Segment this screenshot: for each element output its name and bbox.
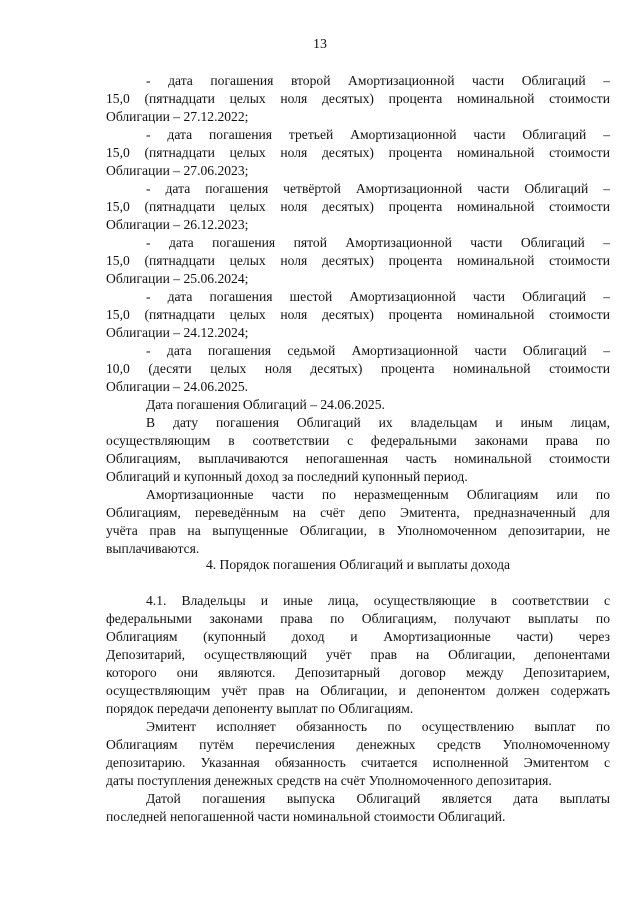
text-line: - дата погашения седьмой Амортизационной части Облигаций – [146, 343, 610, 358]
text-line: Эмитент исполняет обязанность по осуществлению выплат по [146, 719, 610, 734]
text-line: 10,0 (десяти целых ноля десятых) процента номинальной стоимости [106, 361, 610, 376]
text-line: Облигациям путём перечисления денежных средств Уполномоченному [106, 737, 610, 752]
text-line: даты поступления денежных средств на счёт Уполномоченного депозитария. [106, 773, 552, 788]
text-line: - дата погашения второй Амортизационной части Облигаций – [146, 73, 610, 88]
text-line: Облигации – 27.12.2022; [106, 109, 249, 124]
text-line: 15,0 (пятнадцати целых ноля десятых) процента номинальной стоимости [106, 91, 610, 106]
page-number: 13 [313, 37, 327, 52]
text-line: Облигации – 26.12.2023; [106, 217, 249, 232]
text-line: последней непогашенной части номинальной стоимости Облигаций. [106, 809, 506, 824]
text-line: Датой погашения выпуска Облигаций является дата выплаты [146, 791, 610, 806]
text-line: 15,0 (пятнадцати целых ноля десятых) процента номинальной стоимости [106, 145, 610, 160]
text-line: осуществляющим в соответствии с федеральными законами права по [106, 433, 610, 448]
text-line: порядок передачи депоненту выплат по Облигациям. [106, 701, 414, 716]
text-line: депозитарию. Указанная обязанность считается исполненной Эмитентом с [106, 755, 610, 770]
text-line: 15,0 (пятнадцати целых ноля десятых) процента номинальной стоимости [106, 307, 610, 322]
text-line: Облигации – 24.12.2024; [106, 325, 249, 340]
text-line: - дата погашения третьей Амортизационной части Облигаций – [146, 127, 610, 142]
text-line: учёта прав на выпущенные Облигации, в Уполномоченном депозитарии, не [106, 523, 610, 538]
text-line: - дата погашения четвёртой Амортизационной части Облигаций – [146, 181, 610, 196]
text-line: - дата погашения пятой Амортизационной части Облигаций – [146, 235, 610, 250]
text-line: которого они являются. Депозитарный договор между Депозитарием, [106, 665, 610, 680]
text-line: 4.1. Владельцы и иные лица, осуществляющие в соответствии с [146, 593, 610, 608]
text-line: федеральными законами права по Облигациям, получают выплаты по [106, 611, 610, 626]
text-line: Амортизационные части по неразмещенным Облигациям или по [146, 487, 610, 502]
text-line: Облигациям, переведённым на счёт депо Эмитента, предназначенный для [106, 505, 610, 520]
section-heading: 4. Порядок погашения Облигаций и выплаты дохода [205, 557, 511, 572]
text-line: В дату погашения Облигаций их владельцам и иным лицам, [146, 415, 610, 430]
text-line: Облигации – 25.06.2024; [106, 271, 249, 286]
text-line: Облигаций и купонный доход за последний купонный период. [106, 469, 468, 484]
text-line: выплачиваются. [106, 541, 200, 556]
text-line: Облигации – 24.06.2025. [106, 379, 249, 394]
text-line: 15,0 (пятнадцати целых ноля десятых) процента номинальной стоимости [106, 199, 610, 214]
text-line: Депозитарий, осуществляющий учёт прав на Облигации, депонентами [106, 647, 610, 662]
text-line: Облигациям (купонный доход и Амортизационные части) через [106, 629, 610, 644]
text-line: осуществляющим учёт прав на Облигации, и депонентом должен содержать [106, 683, 610, 698]
text-line: 15,0 (пятнадцати целых ноля десятых) процента номинальной стоимости [106, 253, 610, 268]
text-line: Облигациям, выплачиваются непогашенная часть номинальной стоимости [106, 451, 610, 466]
text-line: - дата погашения шестой Амортизационной части Облигаций – [146, 289, 610, 304]
text-line: Облигации – 27.06.2023; [106, 163, 249, 178]
text-line: Дата погашения Облигаций – 24.06.2025. [146, 397, 385, 412]
